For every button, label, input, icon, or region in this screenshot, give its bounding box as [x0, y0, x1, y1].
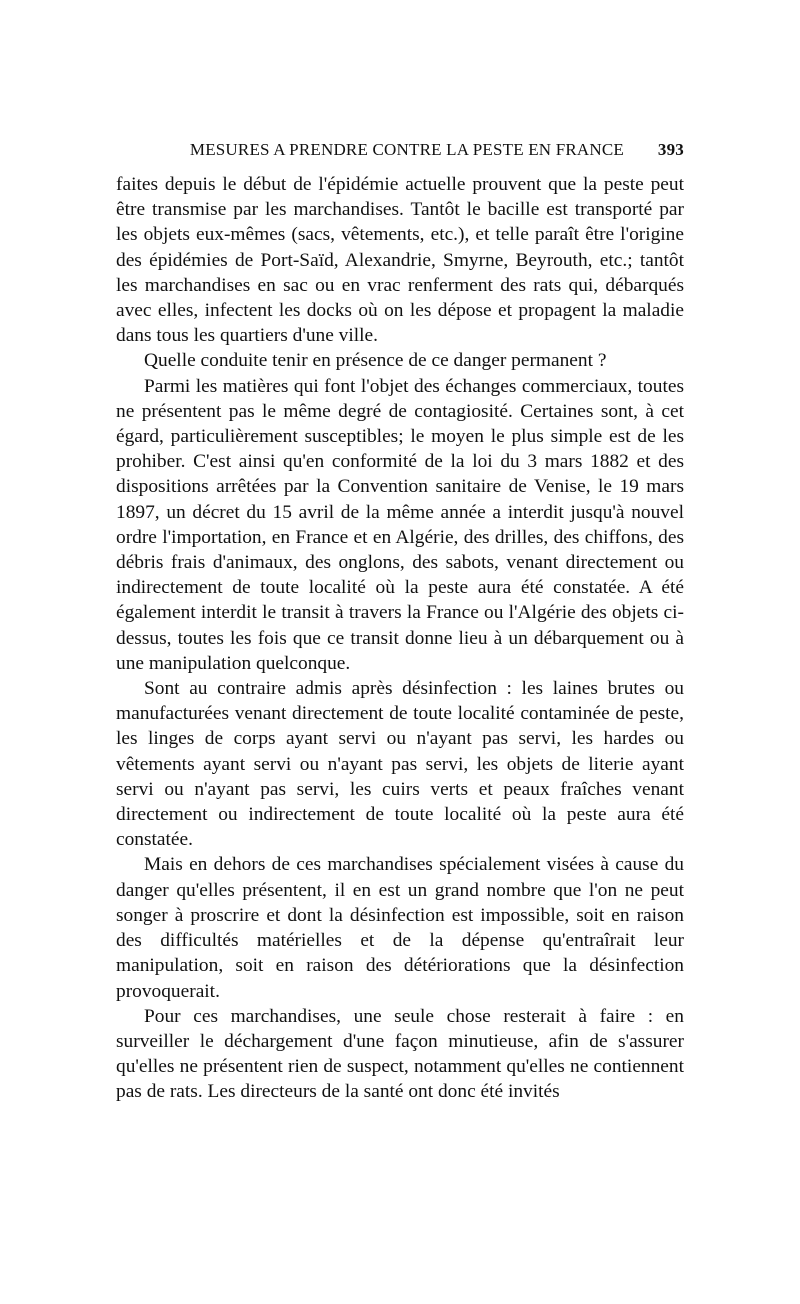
- paragraph-prohibited-goods: Parmi les matières qui font l'objet des échanges commerciaux, toutes ne présentent pas le même degré de contagiosité. Certaines sont, à cet égard, particulièrement susceptibles; le moyen le plus simple est de les prohiber. C'est ainsi qu'en conformité de la loi du 3 mars 1882 et des dispositions arrêtées par la Convention sanitaire de Venise, le 19 mars 1897, un décret du 15 avril de la même année a interdit jusqu'à nouvel ordre l'importation, en France et en Algérie, des drilles, des chiffons, des débris frais d'animaux, des onglons, des sabots, venant directement ou indirectement de toute localité où la peste aura été constatée. A été également interdit le transit à travers la France ou l'Algérie des objets ci-dessus, toutes les fois que ce transit donne lieu à un débarquement ou à une manipulation quelconque.: [116, 375, 684, 674]
- paragraph-continuation: faites depuis le début de l'épidémie actuelle prouvent que la peste peut être transmise par les marchandises. Tantôt le bacille est transporté par les objets eux-mêmes (sacs, vêtements, etc.), et telle paraît être l'origine des épidémies de Port-Saïd, Alexandrie, Smyrne, Beyrouth, etc.; tantôt les marchandises en sac ou en vrac renferment des rats qui, débarqués avec elles, infectent les docks où on les dépose et propagent la maladie dans tous les quartiers d'une ville.: [116, 174, 684, 347]
- running-title: MESURES A PRENDRE CONTRE LA PESTE EN FRANCE: [189, 140, 625, 159]
- paragraph-other-goods: Mais en dehors de ces marchandises spécialement visées à cause du danger qu'elles présentent, il en est un grand nombre que l'on ne peut songer à proscrire et dont la désinfection est impossible, soit en raison des difficultés matérielles et de la dépense qu'entraîrait leur manipulation, soit en raison des détériorations que la désinfection provoquerait.: [116, 854, 684, 1002]
- body-text: [116, 172, 684, 1105]
- paragraph-surveillance: Pour ces marchandises, une seule chose resterait à faire : en surveiller le déchargement d'une façon minutieuse, afin de s'assurer qu'elles ne présentent rien de suspect, notamment qu'elles ne contiennent pas de rats. Les directeurs de la santé ont donc été invités: [116, 1005, 684, 1103]
- page-number: 393: [657, 140, 684, 159]
- paragraph-question: Quelle conduite tenir en présence de ce danger permanent ?: [144, 350, 607, 372]
- paragraph-disinfection: Sont au contraire admis après désinfection : les laines brutes ou manufacturées venant directement de toute localité contaminée de peste, les linges de corps ayant servi ou n'ayant pas servi, les hardes ou vêtements ayant servi ou n'ayant pas servi, les objets de literie ayant servi ou n'ayant pas servi, les cuirs verts et peaux fraîches venant directement ou indirectement de toute localité où la peste aura été constatée.: [116, 678, 684, 851]
- book-page: [116, 140, 684, 1105]
- page-header: [116, 140, 684, 170]
